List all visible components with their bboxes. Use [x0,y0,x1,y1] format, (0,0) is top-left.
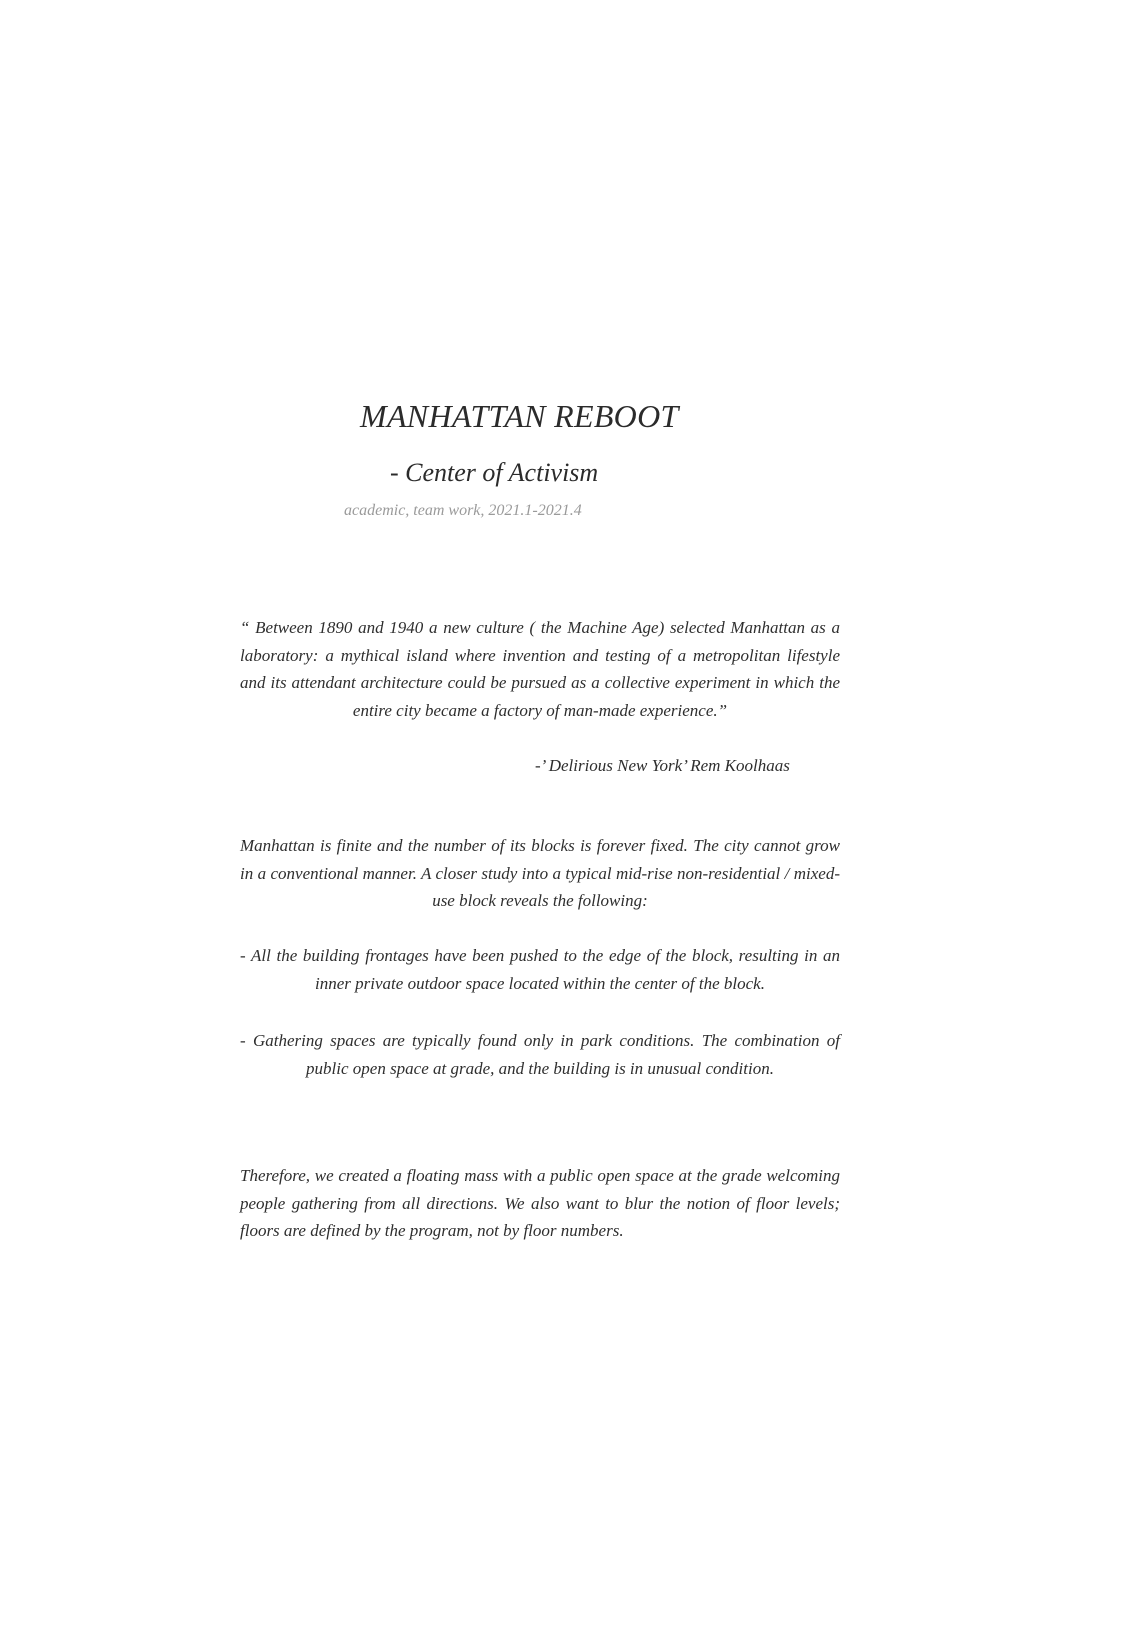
project-subtitle: - Center of Activism [390,458,599,487]
project-title: MANHATTAN REBOOT [360,398,679,434]
quote-attribution: -’ Delirious New York’ Rem Koolhaas [535,756,790,775]
project-meta: academic, team work, 2021.1-2021.4 [344,502,582,519]
paragraph-conclusion: Therefore, we created a floating mass with a public open space at the grade welcoming people gathering from all directions. We also want to blur the notion of floor levels; floors are defined by the program, not by floor numbers. [240,1166,840,1240]
paragraph-gathering: - Gathering spaces are typically found only in park conditions. The combination of public open space at grade, and the building is in unusual condition. [240,1031,840,1078]
paragraph-intro: Manhattan is finite and the number of its blocks is forever fixed. The city cannot grow in a conventional manner. A closer study into a typical mid-rise non-residential / mixed-use block reveals the following: [240,836,840,910]
koolhaas-quote: “ Between 1890 and 1940 a new culture ( the Machine Age) selected Manhattan as a laboratory: a mythical island where invention and testing of a metropolitan lifestyle and its attendant architecture could be pursued as a collective experiment in which the entire city became a factory of man-made experience.” [240,618,840,720]
paragraph-frontages: - All the building frontages have been pushed to the edge of the block, resulting in an inner private outdoor space located within the center of the block. [240,946,840,993]
